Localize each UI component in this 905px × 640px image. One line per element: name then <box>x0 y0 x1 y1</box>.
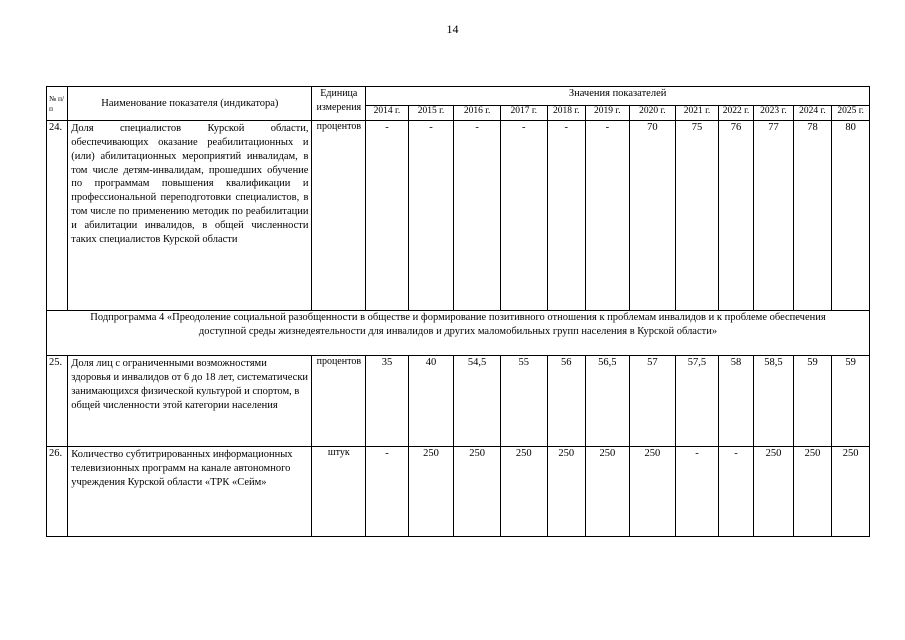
unit-cell: штук <box>312 447 366 537</box>
value-cell: 250 <box>454 447 501 537</box>
page-number: 14 <box>446 22 459 36</box>
value-cell: 35 <box>366 356 409 447</box>
year-header: 2016 г. <box>454 106 501 121</box>
value-cell: 250 <box>793 447 832 537</box>
value-cell: 70 <box>629 121 676 311</box>
value-cell: - <box>718 447 753 537</box>
table-row <box>47 356 870 447</box>
value-cell: 250 <box>754 447 794 537</box>
row-number: 25. <box>47 356 68 447</box>
table-row <box>47 447 870 537</box>
year-header: 2017 г. <box>500 106 547 121</box>
table-row <box>47 121 870 311</box>
value-cell: - <box>676 447 719 537</box>
value-cell: - <box>366 121 409 311</box>
value-cell: 78 <box>793 121 832 311</box>
value-cell: 250 <box>547 447 586 537</box>
value-cell: - <box>408 121 454 311</box>
year-header: 2025 г. <box>832 106 870 121</box>
value-cell: - <box>500 121 547 311</box>
subprogram-title: Подпрограмма 4 «Преодоление социальной разобщенности в обществе и формирование позитивного отношения к проблемам инвалидов и к проблеме обеспечения доступной среды жизнедеятельности для инвалидов и других маломобильных групп населения в Курской области» <box>47 311 870 356</box>
indicator-name: Доля лиц с ограниченными возможностями здоровья и инвалидов от 6 до 18 лет, систематически занимающихся физической культурой и спортом, в общей численности этой категории населения <box>68 356 312 447</box>
value-cell: 58 <box>718 356 753 447</box>
value-cell: 75 <box>676 121 719 311</box>
value-cell: 56 <box>547 356 586 447</box>
value-cell: 76 <box>718 121 753 311</box>
year-header: 2015 г. <box>408 106 454 121</box>
header-values: Значения показателей <box>366 87 870 106</box>
value-cell: 77 <box>754 121 794 311</box>
value-cell: 55 <box>500 356 547 447</box>
header-row <box>47 87 870 106</box>
year-header: 2023 г. <box>754 106 794 121</box>
value-cell: - <box>454 121 501 311</box>
unit-cell: процентов <box>312 356 366 447</box>
indicator-name: Количество субтитрированных информационных телевизионных программ на канале автономного учреждения Курской области «ТРК «Сейм» <box>68 447 312 537</box>
indicator-name: Доля специалистов Курской области, обеспечивающих оказание реабилитационных и (или) абилитационных мероприятий инвалидам, в том числе детям-инвалидам, прошедших обучение по программам повышения квалификации и профессиональной переподготовки специалистов, в том числе по применению методик по реабилитации и абилитации инвалидов, в общей численности таких специалистов Курской области <box>68 121 312 311</box>
indicators-table <box>46 86 870 537</box>
value-cell: 59 <box>832 356 870 447</box>
year-header: 2014 г. <box>366 106 409 121</box>
year-header: 2020 г. <box>629 106 676 121</box>
value-cell: 59 <box>793 356 832 447</box>
value-cell: 57 <box>629 356 676 447</box>
year-header: 2022 г. <box>718 106 753 121</box>
value-cell: 250 <box>586 447 630 537</box>
value-cell: 40 <box>408 356 454 447</box>
value-cell: 250 <box>500 447 547 537</box>
header-num: № п/п <box>47 87 68 121</box>
value-cell: 56,5 <box>586 356 630 447</box>
year-header: 2019 г. <box>586 106 630 121</box>
value-cell: 250 <box>832 447 870 537</box>
row-number: 26. <box>47 447 68 537</box>
value-cell: 58,5 <box>754 356 794 447</box>
subprogram-row <box>47 311 870 356</box>
year-header: 2024 г. <box>793 106 832 121</box>
header-name: Наименование показателя (индикатора) <box>68 87 312 121</box>
unit-cell: процентов <box>312 121 366 311</box>
header-unit: Единица измерения <box>312 87 366 121</box>
value-cell: 57,5 <box>676 356 719 447</box>
value-cell: - <box>547 121 586 311</box>
year-header: 2021 г. <box>676 106 719 121</box>
value-cell: 54,5 <box>454 356 501 447</box>
row-number: 24. <box>47 121 68 311</box>
value-cell: 250 <box>629 447 676 537</box>
year-header: 2018 г. <box>547 106 586 121</box>
value-cell: 80 <box>832 121 870 311</box>
value-cell: - <box>586 121 630 311</box>
value-cell: - <box>366 447 409 537</box>
value-cell: 250 <box>408 447 454 537</box>
